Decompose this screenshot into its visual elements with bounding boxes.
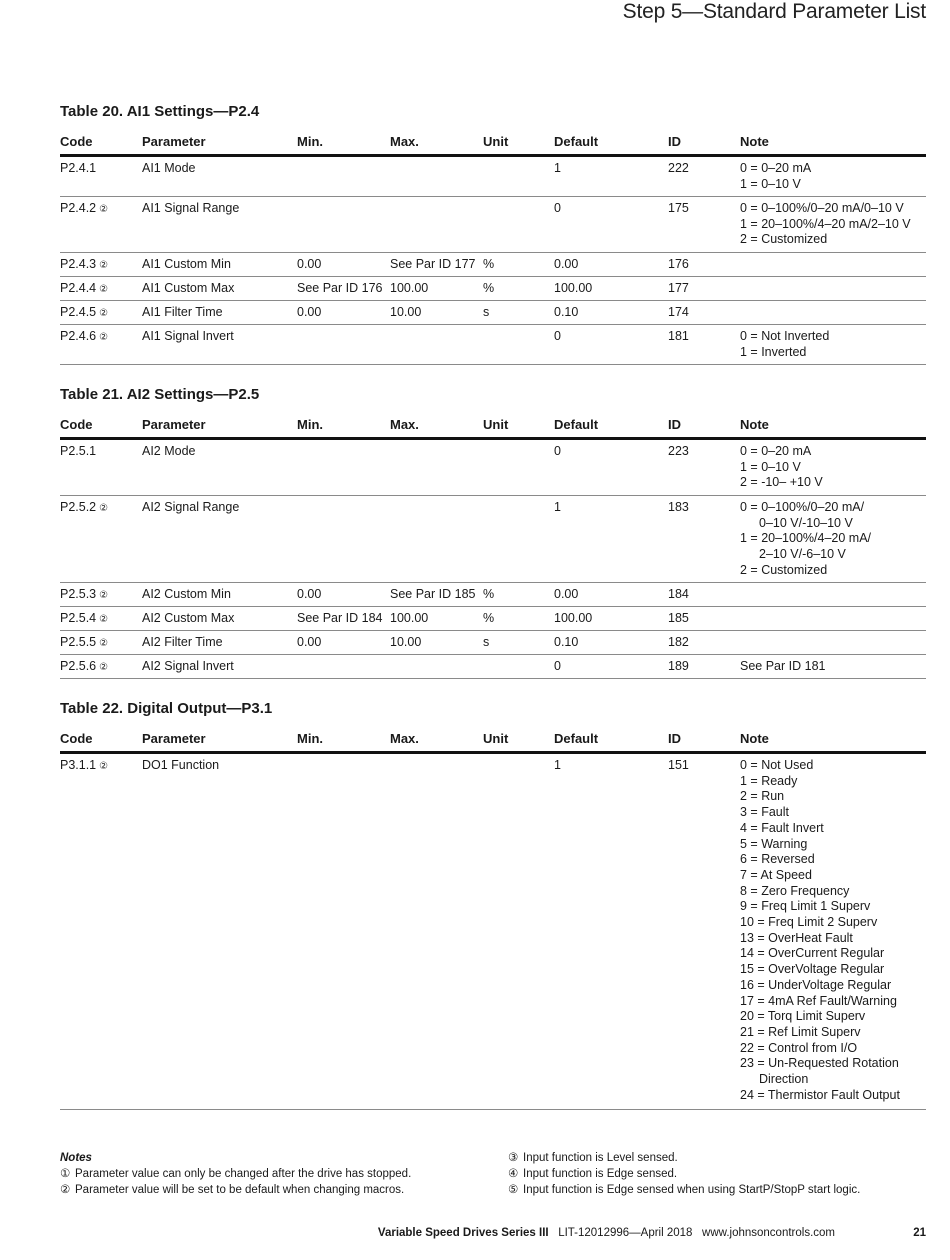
cell-parameter: AI1 Custom Max <box>142 281 235 295</box>
cell-code <box>60 281 108 298</box>
note-line: 10 = Freq Limit 2 Superv <box>740 915 878 930</box>
footnote-mark: ⑤ <box>508 1184 519 1196</box>
cell-min: 0.00 <box>297 305 322 319</box>
code-text: P2.5.5 <box>60 635 97 649</box>
code-text: P2.5.2 <box>60 500 97 514</box>
footer-doc-number: LIT-12012996—April 2018 <box>558 1227 693 1239</box>
cell-default: 1 <box>554 500 561 514</box>
cell-code <box>60 444 96 460</box>
notes-left <box>60 1150 411 1198</box>
footnote-text: Input function is Edge sensed. <box>523 1168 678 1180</box>
cell-default: 0 <box>554 329 561 343</box>
cell-default: 1 <box>554 758 561 772</box>
note-line: 1 = 0–10 V <box>740 176 801 191</box>
cell-unit: s <box>483 305 490 319</box>
code-text: P3.1.1 <box>60 758 97 772</box>
note-line: 1 = Ready <box>740 773 798 788</box>
note-line: 14 = OverCurrent Regular <box>740 946 885 961</box>
note-line: 3 = Fault <box>740 805 789 820</box>
column-header-note: Note <box>740 134 769 149</box>
footnote-2 <box>60 1182 411 1198</box>
table-header-row <box>60 720 926 754</box>
note-line: 17 = 4mA Ref Fault/Warning <box>740 993 897 1008</box>
column-header-unit: Unit <box>483 417 509 432</box>
section-title: Step 5—Standard Parameter List <box>622 0 926 23</box>
column-header-unit: Unit <box>483 731 509 746</box>
cell-id: 181 <box>668 329 689 343</box>
column-header-parameter: Parameter <box>142 134 206 149</box>
cell-unit: % <box>483 281 495 295</box>
cell-max: 10.00 <box>390 635 422 649</box>
code-text: P2.4.6 <box>60 329 97 343</box>
note-line: 0 = 0–20 mA <box>740 444 812 458</box>
column-header-note: Note <box>740 731 769 746</box>
cell-unit: % <box>483 587 495 601</box>
cell-min: See Par ID 184 <box>297 611 383 625</box>
column-header-parameter: Parameter <box>142 417 206 432</box>
page-number: 21 <box>913 1227 926 1239</box>
cell-max: 100.00 <box>390 281 429 295</box>
cell-default: 0 <box>554 444 561 458</box>
code-text: P2.5.3 <box>60 587 97 601</box>
footnote-ref-mark: ② <box>99 614 109 625</box>
cell-parameter: AI1 Signal Range <box>142 201 240 215</box>
note-line: 9 = Freq Limit 1 Superv <box>740 899 871 914</box>
cell-min: 0.00 <box>297 635 322 649</box>
cell-parameter: AI2 Signal Range <box>142 500 240 514</box>
footnote-text: Parameter value can only be changed after the drive has stopped. <box>75 1168 412 1180</box>
table-row <box>60 301 926 325</box>
table-title: Table 21. AI2 Settings—P2.5 <box>60 386 260 403</box>
cell-max: See Par ID 185 <box>390 587 476 601</box>
cell-min: 0.00 <box>297 257 322 271</box>
note-line: 24 = Thermistor Fault Output <box>740 1087 900 1102</box>
code-text: P2.4.3 <box>60 257 97 271</box>
table-row <box>60 253 926 277</box>
cell-code <box>60 659 108 676</box>
parameter-table <box>60 101 926 365</box>
cell-min: See Par ID 176 <box>297 281 383 295</box>
cell-default: 0.10 <box>554 635 579 649</box>
cell-id: 174 <box>668 305 689 319</box>
column-header-max: Max. <box>390 417 419 432</box>
table-row <box>60 754 926 1110</box>
cell-id: 177 <box>668 281 689 295</box>
table-row <box>60 655 926 679</box>
note-line: 5 = Warning <box>740 836 808 851</box>
cell-note <box>740 161 811 192</box>
code-text: P2.4.2 <box>60 201 97 215</box>
column-header-min: Min. <box>297 134 323 149</box>
note-line: 2 = Run <box>740 789 785 804</box>
cell-default: 100.00 <box>554 611 593 625</box>
column-header-max: Max. <box>390 134 419 149</box>
note-line: 2 = Customized <box>740 232 828 247</box>
cell-parameter: AI1 Mode <box>142 161 196 175</box>
note-line: 16 = UnderVoltage Regular <box>740 977 892 992</box>
footnote-ref-mark: ② <box>99 308 109 319</box>
table-row <box>60 277 926 301</box>
table-header-row <box>60 123 926 157</box>
note-line: 20 = Torq Limit Superv <box>740 1009 866 1024</box>
cell-unit: s <box>483 635 490 649</box>
cell-id: 222 <box>668 161 689 175</box>
code-text: P2.5.4 <box>60 611 97 625</box>
footnote-ref-mark: ② <box>99 761 109 772</box>
note-line: 2–10 V/-6–10 V <box>759 547 846 562</box>
table-row <box>60 440 926 496</box>
cell-default: 100.00 <box>554 281 593 295</box>
cell-note <box>740 329 829 360</box>
column-header-id: ID <box>668 134 681 149</box>
cell-id: 176 <box>668 257 689 271</box>
footnote-ref-mark: ② <box>99 332 109 343</box>
cell-code <box>60 635 108 652</box>
footnote-5 <box>508 1182 860 1198</box>
cell-default: 0.00 <box>554 257 579 271</box>
table-header-row <box>60 406 926 440</box>
note-line: 2 = Customized <box>740 562 828 577</box>
cell-id: 189 <box>668 659 689 673</box>
footnote-ref-mark: ② <box>99 662 109 673</box>
note-line: 7 = At Speed <box>740 867 812 882</box>
note-line: 1 = Inverted <box>740 344 807 359</box>
note-line: 4 = Fault Invert <box>740 820 824 835</box>
cell-parameter: DO1 Function <box>142 758 220 772</box>
footnote-ref-mark: ② <box>99 260 109 271</box>
table-row <box>60 325 926 365</box>
column-header-unit: Unit <box>483 134 509 149</box>
column-header-code: Code <box>60 731 93 746</box>
column-header-min: Min. <box>297 731 323 746</box>
footnote-text: Parameter value will be set to be default when changing macros. <box>75 1184 405 1196</box>
footnote-text: Input function is Level sensed. <box>523 1152 678 1164</box>
table-row <box>60 197 926 253</box>
column-header-note: Note <box>740 417 769 432</box>
cell-note <box>740 201 911 248</box>
note-line: 13 = OverHeat Fault <box>740 930 853 945</box>
cell-code <box>60 257 108 274</box>
note-line: 0–10 V/-10–10 V <box>759 515 853 530</box>
note-line: Direction <box>759 1072 809 1087</box>
cell-code <box>60 611 108 628</box>
footnote-1 <box>60 1166 411 1182</box>
cell-id: 183 <box>668 500 689 514</box>
cell-note <box>740 500 871 579</box>
note-line: 23 = Un-Requested Rotation <box>740 1056 899 1071</box>
cell-id: 175 <box>668 201 689 215</box>
cell-code <box>60 305 108 322</box>
footer-series: Variable Speed Drives Series III <box>377 1227 549 1239</box>
footnote-text: Input function is Edge sensed when using StartP/StopP start logic. <box>523 1184 861 1196</box>
note-line: 0 = 0–20 mA <box>740 161 812 175</box>
cell-parameter: AI2 Custom Max <box>142 611 235 625</box>
note-line: 0 = Not Used <box>740 758 814 772</box>
note-line: 21 = Ref Limit Superv <box>740 1024 861 1039</box>
column-header-default: Default <box>554 731 599 746</box>
footnote-ref-mark: ② <box>99 503 109 514</box>
table-row <box>60 607 926 631</box>
note-line: 15 = OverVoltage Regular <box>740 962 885 977</box>
column-header-default: Default <box>554 134 599 149</box>
cell-id: 182 <box>668 635 689 649</box>
cell-note <box>740 659 825 675</box>
table-row <box>60 496 926 583</box>
cell-note <box>740 758 900 1103</box>
cell-default: 0.00 <box>554 587 579 601</box>
footnote-mark: ① <box>60 1168 71 1180</box>
table-title: Table 22. Digital Output—P3.1 <box>60 700 273 717</box>
cell-max: 100.00 <box>390 611 429 625</box>
footnote-mark: ② <box>60 1184 71 1196</box>
footnote-ref-mark: ② <box>99 590 109 601</box>
cell-min: 0.00 <box>297 587 322 601</box>
cell-id: 184 <box>668 587 689 601</box>
footer <box>378 1227 835 1239</box>
cell-default: 0.10 <box>554 305 579 319</box>
notes-heading: Notes <box>60 1152 92 1164</box>
column-header-id: ID <box>668 731 681 746</box>
note-line: 22 = Control from I/O <box>740 1040 858 1055</box>
cell-parameter: AI2 Mode <box>142 444 196 458</box>
column-header-min: Min. <box>297 417 323 432</box>
note-line: 1 = 0–10 V <box>740 459 801 474</box>
column-header-default: Default <box>554 417 599 432</box>
cell-id: 151 <box>668 758 689 772</box>
table-title: Table 20. AI1 Settings—P2.4 <box>60 103 260 120</box>
note-line: 0 = 0–100%/0–20 mA/0–10 V <box>740 201 904 215</box>
footer-url[interactable]: www.johnsoncontrols.com <box>702 1227 835 1239</box>
note-line: 6 = Reversed <box>740 852 815 867</box>
parameter-table <box>60 384 926 679</box>
column-header-parameter: Parameter <box>142 731 206 746</box>
cell-default: 0 <box>554 659 561 673</box>
column-header-id: ID <box>668 417 681 432</box>
cell-code <box>60 201 108 218</box>
note-line: 8 = Zero Frequency <box>740 883 850 898</box>
cell-code <box>60 329 108 346</box>
cell-parameter: AI1 Filter Time <box>142 305 223 319</box>
note-line: 0 = 0–100%/0–20 mA/ <box>740 500 865 514</box>
table-row <box>60 157 926 197</box>
note-line: 0 = Not Inverted <box>740 329 830 343</box>
footnote-3 <box>508 1150 860 1166</box>
note-line: 2 = -10– +10 V <box>740 475 823 490</box>
code-text: P2.4.5 <box>60 305 97 319</box>
column-header-max: Max. <box>390 731 419 746</box>
cell-id: 223 <box>668 444 689 458</box>
column-header-code: Code <box>60 134 93 149</box>
footnote-mark: ④ <box>508 1168 519 1180</box>
cell-id: 185 <box>668 611 689 625</box>
code-text: P2.5.6 <box>60 659 97 673</box>
footnote-ref-mark: ② <box>99 284 109 295</box>
cell-max: 10.00 <box>390 305 422 319</box>
code-text: P2.5.1 <box>60 444 97 458</box>
column-header-code: Code <box>60 417 93 432</box>
footnote-ref-mark: ② <box>99 638 109 649</box>
footnote-4 <box>508 1166 860 1182</box>
footnote-ref-mark: ② <box>99 204 109 215</box>
parameter-table <box>60 698 926 1110</box>
cell-code <box>60 500 108 517</box>
code-text: P2.4.1 <box>60 161 97 175</box>
cell-default: 0 <box>554 201 561 215</box>
code-text: P2.4.4 <box>60 281 97 295</box>
cell-code <box>60 758 108 775</box>
cell-unit: % <box>483 611 495 625</box>
cell-max: See Par ID 177 <box>390 257 476 271</box>
note-line: 1 = 20–100%/4–20 mA/ <box>740 531 871 546</box>
cell-note <box>740 444 823 491</box>
cell-code <box>60 161 96 177</box>
cell-code <box>60 587 108 604</box>
cell-unit: % <box>483 257 495 271</box>
note-line: 1 = 20–100%/4–20 mA/2–10 V <box>740 216 911 231</box>
cell-parameter: AI1 Custom Min <box>142 257 231 271</box>
cell-parameter: AI2 Filter Time <box>142 635 223 649</box>
note-line: See Par ID 181 <box>740 659 826 673</box>
footnote-mark: ③ <box>508 1152 519 1164</box>
notes-right <box>508 1150 860 1198</box>
cell-parameter: AI2 Custom Min <box>142 587 231 601</box>
cell-default: 1 <box>554 161 561 175</box>
cell-parameter: AI2 Signal Invert <box>142 659 234 673</box>
table-row <box>60 583 926 607</box>
table-row <box>60 631 926 655</box>
cell-parameter: AI1 Signal Invert <box>142 329 234 343</box>
